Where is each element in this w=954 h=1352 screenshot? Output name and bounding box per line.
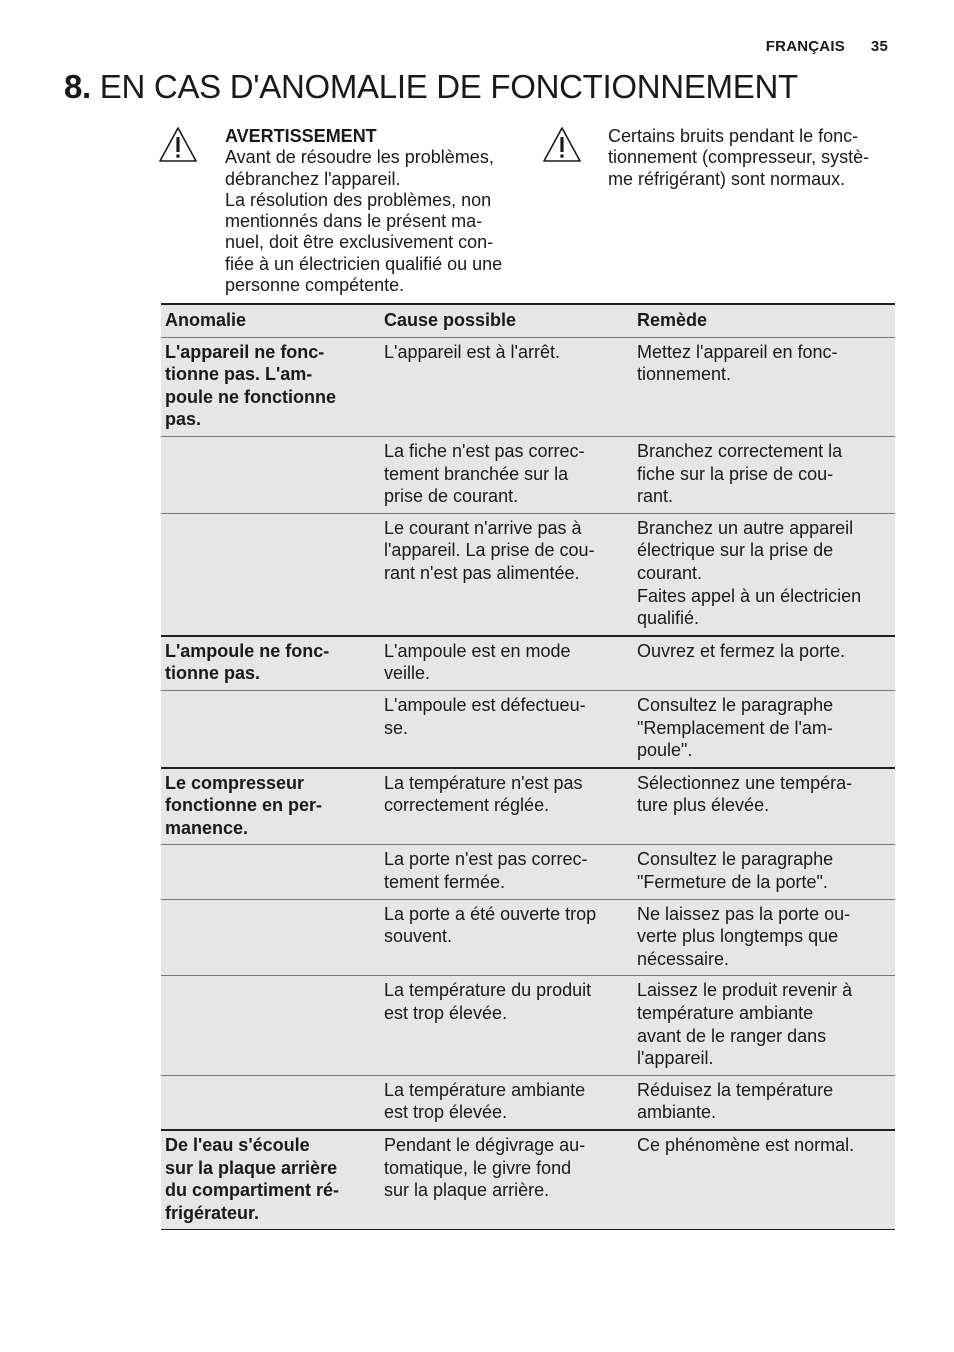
remedy-cell (633, 436, 895, 513)
table-header-row (161, 304, 895, 337)
cause-cell (380, 636, 633, 691)
remedy-cell-line: Réduisez la température (637, 1079, 834, 1100)
anomaly-cell-line: De l'eau s'écoule (165, 1135, 310, 1155)
remedy-cell-line: ture plus élevée. (637, 795, 770, 816)
cause-cell-line: est trop élevée. (384, 1003, 508, 1024)
anomaly-cell (161, 513, 380, 635)
remedy-cell (633, 845, 895, 899)
column-header-anomaly: Anomalie (165, 310, 247, 330)
remedy-cell-line: température ambiante (637, 1003, 814, 1024)
cause-cell (380, 845, 633, 899)
table-row (161, 337, 895, 436)
anomaly-cell (161, 845, 380, 899)
cause-cell-line: souvent. (384, 926, 453, 947)
cause-cell-line: La porte n'est pas correc- (384, 849, 588, 870)
warning-line: personne compétente. (225, 275, 405, 296)
remedy-cell-line: Branchez correctement la (637, 440, 843, 461)
cause-cell-line: L'ampoule est défectueu- (384, 694, 586, 715)
remedy-cell (633, 976, 895, 1075)
cause-cell (380, 337, 633, 436)
remedy-cell-line: Ouvrez et fermez la porte. (637, 640, 846, 661)
remedy-cell (633, 636, 895, 691)
anomaly-cell-line: poule ne fonctionne (165, 386, 336, 407)
remedy-cell-line: Sélectionnez une tempéra- (637, 772, 853, 793)
remedy-cell (633, 337, 895, 436)
table-body (161, 337, 895, 1230)
warning-line: mentionnés dans le présent ma- (225, 211, 483, 232)
cause-cell-line: La porte a été ouverte trop (384, 903, 597, 924)
remedy-cell-line: verte plus longtemps que (637, 926, 839, 947)
anomaly-cell-line: frigérateur. (165, 1202, 260, 1223)
table-row (161, 436, 895, 513)
remedy-cell-line: courant. (637, 562, 703, 583)
warning-label: AVERTISSEMENT (225, 126, 377, 146)
anomaly-cell-line: tionne pas. (165, 663, 261, 684)
cause-cell-line: correctement réglée. (384, 795, 550, 816)
warning-line: débranchez l'appareil. (225, 168, 401, 189)
anomaly-cell-line: fonctionne en per- (165, 795, 322, 816)
cause-cell (380, 1075, 633, 1130)
cause-cell-line: Pendant le dégivrage au- (384, 1135, 586, 1155)
table-row (161, 768, 895, 845)
remedy-cell-line: ambiante. (637, 1102, 717, 1123)
anomaly-cell (161, 436, 380, 513)
cause-cell (380, 768, 633, 845)
cause-cell-line: veille. (384, 663, 431, 684)
cause-cell-line: tement fermée. (384, 872, 506, 893)
page-number: 35 (870, 38, 888, 55)
remedy-cell-line: Faites appel à un électricien (637, 585, 862, 606)
section-number: 8. (64, 68, 91, 105)
column-header-remedy: Remède (637, 310, 708, 330)
remedy-cell-line: Mettez l'appareil en fonc- (637, 341, 838, 362)
cause-cell-line: L'ampoule est en mode (384, 640, 571, 661)
cause-cell (380, 513, 633, 635)
page-title (64, 68, 798, 106)
cause-cell (380, 976, 633, 1075)
table-row (161, 899, 895, 976)
troubleshooting-table (161, 303, 895, 1230)
header-language: FRANÇAIS (765, 38, 845, 55)
cause-cell-line: La fiche n'est pas correc- (384, 440, 585, 461)
cause-cell (380, 1130, 633, 1230)
remedy-cell-line: fiche sur la prise de cou- (637, 463, 834, 484)
remedy-cell-line: "Remplacement de l'am- (637, 717, 833, 738)
anomaly-cell (161, 1130, 380, 1230)
anomaly-cell-line: sur la plaque arrière (165, 1157, 338, 1178)
table-row (161, 1130, 895, 1230)
anomaly-cell-line: L'ampoule ne fonc- (165, 640, 330, 661)
anomaly-cell-line: manence. (165, 817, 249, 838)
remedy-cell-line: poule". (637, 740, 693, 761)
warning-line: nuel, doit être exclusivement con- (225, 232, 494, 253)
page-header (766, 38, 888, 55)
remedy-cell (633, 1075, 895, 1130)
cause-cell-line: se. (384, 717, 409, 738)
anomaly-cell-line: Le compresseur (165, 772, 305, 793)
cause-cell (380, 690, 633, 767)
warning-line: fiée à un électricien qualifié ou une (225, 253, 503, 274)
remedy-cell-line: Ne laissez pas la porte ou- (637, 903, 851, 924)
table-row (161, 636, 895, 691)
cause-cell-line: L'appareil est à l'arrêt. (384, 341, 560, 362)
cause-cell-line: tement branchée sur la (384, 463, 569, 484)
remedy-cell (633, 513, 895, 635)
cause-cell-line: est trop élevée. (384, 1102, 508, 1123)
warning-triangle-icon (542, 126, 582, 164)
anomaly-cell (161, 768, 380, 845)
cause-cell-line: La température n'est pas (384, 772, 583, 793)
column-header-cause: Cause possible (384, 310, 517, 330)
anomaly-cell (161, 690, 380, 767)
remedy-cell-line: Ce phénomène est normal. (637, 1135, 855, 1155)
cause-cell-line: La température du produit (384, 980, 592, 1001)
remedy-cell-line: Consultez le paragraphe (637, 849, 834, 870)
anomaly-cell (161, 337, 380, 436)
table-row (161, 845, 895, 899)
remedy-cell (633, 1130, 895, 1230)
section-title: EN CAS D'ANOMALIE DE FONCTIONNEMENT (99, 68, 798, 105)
cause-cell-line: rant n'est pas alimentée. (384, 562, 580, 583)
remedy-cell-line: rant. (637, 486, 674, 507)
table-row (161, 513, 895, 635)
anomaly-cell (161, 976, 380, 1075)
remedy-cell-line: "Fermeture de la porte". (637, 872, 828, 893)
remedy-cell-line: Consultez le paragraphe (637, 694, 834, 715)
remedy-cell-line: électrique sur la prise de (637, 540, 834, 561)
anomaly-cell (161, 636, 380, 691)
remedy-cell-line: Branchez un autre appareil (637, 517, 854, 538)
cause-cell-line: Le courant n'arrive pas à (384, 517, 582, 538)
notice-line: Certains bruits pendant le fonc- (608, 126, 859, 146)
remedy-cell (633, 899, 895, 976)
cause-cell-line: tomatique, le givre fond (384, 1157, 572, 1178)
anomaly-cell-line: tionne pas. L'am- (165, 364, 313, 385)
table-row (161, 690, 895, 767)
remedy-cell-line: nécessaire. (637, 948, 730, 969)
notice-line: tionnement (compresseur, systè- (608, 147, 870, 168)
cause-cell-line: sur la plaque arrière. (384, 1180, 550, 1201)
table-row (161, 1075, 895, 1130)
table-row (161, 976, 895, 1075)
cause-cell-line: La température ambiante (384, 1079, 586, 1100)
remedy-cell-line: Laissez le produit revenir à (637, 980, 853, 1001)
anomaly-cell (161, 1075, 380, 1130)
anomaly-cell-line: du compartiment ré- (165, 1180, 340, 1201)
anomaly-cell (161, 899, 380, 976)
remedy-cell-line: l'appareil. (637, 1048, 714, 1069)
notice-line: me réfrigérant) sont normaux. (608, 168, 846, 189)
remedy-cell-line: qualifié. (637, 608, 700, 629)
remedy-cell (633, 768, 895, 845)
cause-cell (380, 899, 633, 976)
warning-line: Avant de résoudre les problèmes, (225, 147, 494, 168)
remedy-cell (633, 690, 895, 767)
cause-cell-line: prise de courant. (384, 486, 519, 507)
remedy-cell-line: tionnement. (637, 364, 732, 385)
anomaly-cell-line: L'appareil ne fonc- (165, 341, 325, 362)
cause-cell-line: l'appareil. La prise de cou- (384, 540, 595, 561)
warning-triangle-icon (158, 126, 198, 164)
remedy-cell-line: avant de le ranger dans (637, 1025, 827, 1046)
cause-cell (380, 436, 633, 513)
anomaly-cell-line: pas. (165, 409, 202, 430)
warning-line: La résolution des problèmes, non (225, 189, 492, 210)
